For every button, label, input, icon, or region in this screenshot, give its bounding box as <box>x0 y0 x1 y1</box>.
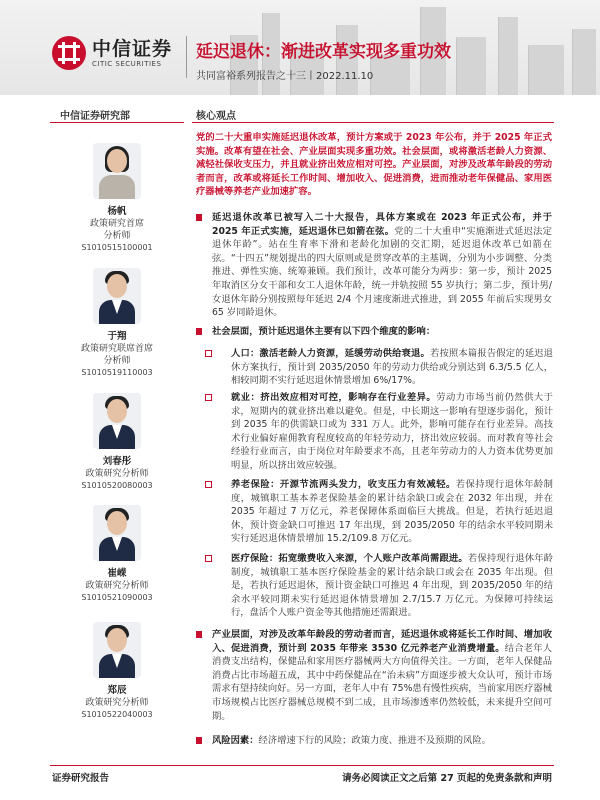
sub-point-lead: 就业：挤出效应相对可控，影响存在行业差异。 <box>231 392 437 403</box>
citic-logo <box>52 36 172 70</box>
sub-point-lead: 人口：激活老龄人力资源，延缓劳动供给衰退。 <box>231 348 430 359</box>
sub-point-lead: 医疗保险：拓宽缴费收入来源，个人账户改革尚需跟进。 <box>231 553 468 564</box>
checkbox-bullet-icon <box>205 555 212 562</box>
checkbox-bullet-icon <box>205 481 212 488</box>
section-lead: 产业层面，对涉及改革年龄段的劳动者而言，延迟退休或将延长工作时间、增加收入、促进消费，预计到 2035 年带来 3530 亿元养老产业消费增量。 <box>212 629 552 654</box>
analyst-card <box>52 143 182 254</box>
analyst-title: 政策研究联席首席 <box>80 344 153 354</box>
report-header <box>0 0 600 95</box>
analyst-cert-id: S1010521090003 <box>81 593 153 602</box>
analyst-title: 政策研究分析师 <box>85 698 149 708</box>
analyst-name: 郑辰 <box>107 685 127 696</box>
sub-point-body: 劳动力市场当前仍然供大于求，短期内的就业挤出难以避免。但是，中长期这一影响有望逐步弱化，预计到 2035 年的供需缺口或为 331 万人。此外，影响可能存在行业差异。高技术行业偏好雇佣教育程度较高的年轻劳动力，挤出效应较弱。而对教育等社会经验行业而言，由于岗位对年龄要求不高，且老年劳动力的人力资本优势更加明显，所以挤出效应较强。 <box>231 392 553 471</box>
logo-name-en: CITIC SECURITIES <box>92 60 162 68</box>
analyst-card <box>52 393 182 492</box>
sub-point-body: 若保持现行退休年龄制度，城镇职工基本养老保险基金的累计结余缺口或会在 2032 年出现，并在 2035 年超过 7 万亿元，养老保障体系面临巨大挑战。但是，若执行延迟退休，预计资金缺口可推迟 17 年出现，到 2035/2050 年的结余水平较同期未实行延迟退休情景增加 15.2/109.8 万亿元。 <box>231 479 553 545</box>
section-reform-timeline <box>196 211 552 320</box>
footer-disclaimer: 请务必阅读正文之后第 27 页起的免责条款和声明 <box>342 773 552 784</box>
section-lead: 风险因素： <box>212 735 259 746</box>
core-views-heading: 核心观点 <box>196 111 236 122</box>
skyline-building <box>572 29 596 95</box>
analyst-title: 政策研究分析师 <box>85 469 149 479</box>
section-body: 结合老年人消费支出结构，保健品和家用医疗器械两大方向值得关注。一方面，老年人保健品消费占比市场超五成，其中中药保健品在“治未病”方面逐步被大众认可，预计市场需求有望持续向好。另一方面，老年人中有 75%患有慢性疾病，当前家用医疗器械市场规模占比医疗器械总规模不到二成，且市场渗透率仍然较低，未来提升空间可期。 <box>212 642 552 722</box>
analyst-card <box>52 505 182 604</box>
report-subtitle: 共同富裕系列报告之十三丨2022.11.10 <box>196 71 374 82</box>
skyline-building <box>528 45 564 95</box>
analyst-name: 杨帆 <box>107 206 127 217</box>
section-industry-impact <box>196 628 552 723</box>
analyst-photo <box>93 622 141 678</box>
bullet-marker-icon <box>196 328 202 335</box>
section-risk-factors <box>196 734 552 748</box>
header-divider <box>186 36 187 78</box>
logo-name-cn: 中信证券 <box>92 38 173 60</box>
citic-logo-icon <box>52 36 86 70</box>
analyst-photo <box>93 505 141 561</box>
analyst-name: 崔嵘 <box>107 568 127 579</box>
section-body: 经济增速下行的风险；政策力度、推进不及预期的风险。 <box>258 735 491 746</box>
analyst-card <box>52 268 182 379</box>
analyst-cert-id: S1010519110003 <box>81 368 153 377</box>
sub-point-medical-insurance <box>205 552 553 620</box>
sub-point-body: 若按照本篇报告假定的延迟退休方案执行，预计到 2035/2050 年的劳动力供给或分别达到 6.3/5.5 亿人，相较同期不实行延迟退休情景增加 6%/17%。 <box>231 348 553 387</box>
sub-point-population <box>205 347 553 388</box>
analyst-cert-id: S1010515100001 <box>81 243 153 252</box>
section-lead: 延迟退休改革已被写入二十大报告，具体方案或在 2023 年正式公布，并于 2025 年正式实施，延迟退休已如箭在弦。 <box>212 212 552 237</box>
sub-point-lead: 养老保险：开源节流两头发力，收支压力有效减轻。 <box>231 479 456 490</box>
footer-divider <box>50 765 554 766</box>
skyline-building <box>456 37 486 95</box>
analyst-title: 政策研究首席 <box>89 219 144 229</box>
analyst-photo <box>93 268 141 324</box>
analyst-name: 刘春彤 <box>102 456 132 467</box>
analyst-name: 于翔 <box>107 331 127 342</box>
analyst-title: 分析师 <box>103 356 131 366</box>
right-divider <box>192 122 554 123</box>
analyst-photo <box>93 393 141 449</box>
analyst-title: 政策研究分析师 <box>85 581 149 591</box>
bullet-marker-icon <box>196 737 202 744</box>
sub-point-employment <box>205 391 553 473</box>
analyst-photo <box>93 143 141 199</box>
sub-point-pension <box>205 478 553 546</box>
skyline-building <box>498 17 518 95</box>
checkbox-bullet-icon <box>205 394 212 401</box>
research-dept-heading: 中信证券研究部 <box>60 111 130 122</box>
section-social-impact <box>196 325 552 339</box>
checkbox-bullet-icon <box>205 350 212 357</box>
section-lead: 社会层面，预计延迟退休主要有以下四个维度的影响： <box>212 326 436 337</box>
core-summary: 党的二十大重申实施延迟退休改革，预计方案或于 2023 年公布，并于 2025 年正式实施。改革有望在社会、产业层面实现多重功效。社会层面，或将激活老龄人力资源、减轻社保收支压力，并且就业挤出效应相对可控。产业层面，对涉及改革年龄段的劳动者而言，改革或将延长工作时间、增加收入、促进消费，进而推动老年保健品、家用医疗器械等养老产业加速扩容。 <box>196 132 552 198</box>
section-body: 党的二十大重申“实施渐进式延迟法定退休年龄”。站在生育率下滑和老龄化加剧的交汇期，延迟退休改革已如箭在弦。“十四五”规划提出的四大原则或是贯穿改革的主基调，分别为小步调整、分类推进、弹性实施、统筹兼顾。我们预计，改革可能分为两步：第一步，预计 2025 年取消区分女干部和女工人退休年龄，统一并轨按照 55 岁执行；第二步，预计男/女退休年龄分别按照每年延迟 2/4 个月速度渐进式推进，到 2055 年前后实现男女 65 岁同龄退休。 <box>212 225 552 319</box>
left-divider <box>50 122 184 123</box>
analyst-title: 分析师 <box>103 231 131 241</box>
sub-point-body: 若保持现行退休年龄制度，城镇职工基本医疗保险基金的累计结余缺口或会在 2035 年出现。但是，若执行延迟退休，预计资金缺口可推迟 4 年出现，到 2035/2050 年的结余水平较同期未实行延迟退休情景增加 2.7/15.7 万亿元。为保障可持续运行，盘活个人账户资金等其他措施还需跟进。 <box>231 553 553 619</box>
analyst-cert-id: S1010522040003 <box>81 710 153 719</box>
bullet-marker-icon <box>196 631 202 638</box>
footer-report-type: 证券研究报告 <box>52 773 110 784</box>
analyst-cert-id: S1010520080003 <box>81 481 153 490</box>
bullet-marker-icon <box>196 214 202 221</box>
analyst-card <box>52 622 182 721</box>
report-title: 延迟退休：渐进改革实现多重功效 <box>196 42 451 62</box>
